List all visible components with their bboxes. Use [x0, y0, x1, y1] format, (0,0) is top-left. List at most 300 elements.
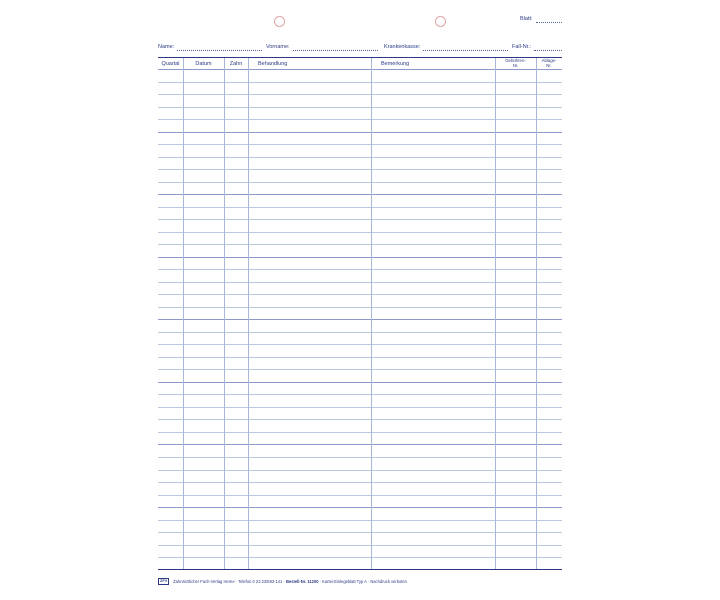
table-cell [536, 108, 562, 120]
table-cell [158, 195, 183, 207]
table-cell [158, 320, 183, 332]
table-cell [371, 420, 495, 432]
table-cell [224, 170, 248, 182]
table-row [158, 195, 562, 208]
table-cell [248, 420, 371, 432]
case-number-fill-line [534, 44, 562, 51]
table-cell [248, 220, 371, 232]
table-cell [536, 195, 562, 207]
table-cell [183, 183, 224, 195]
table-cell [248, 283, 371, 295]
footer-publisher: Zahnärztlicher Fach-Verlag Herne · Telefon 0 23 23/593-141 · [173, 578, 286, 584]
table-cell [224, 158, 248, 170]
table-cell [371, 70, 495, 82]
table-cell [371, 208, 495, 220]
table-cell [495, 483, 536, 495]
table-cell [224, 108, 248, 120]
column-header-label: Zahn [229, 60, 243, 67]
table-cell [371, 258, 495, 270]
table-cell [536, 383, 562, 395]
table-row [158, 220, 562, 233]
table-cell [158, 95, 183, 107]
table-cell [371, 333, 495, 345]
insurance-label: Krankenkasse: [384, 44, 421, 50]
table-cell [183, 483, 224, 495]
table-cell [158, 508, 183, 520]
table-cell [495, 120, 536, 132]
table-row [158, 483, 562, 496]
table-cell [536, 270, 562, 282]
table-cell [495, 345, 536, 357]
table-cell [248, 258, 371, 270]
table-cell [495, 445, 536, 457]
table-cell [536, 170, 562, 182]
table-cell [183, 458, 224, 470]
table-row [158, 145, 562, 158]
column-header-quartal [158, 58, 183, 69]
table-cell [248, 533, 371, 545]
first-name-field [266, 43, 378, 51]
table-cell [224, 420, 248, 432]
table-cell [248, 183, 371, 195]
table-cell [536, 471, 562, 483]
table-cell [495, 320, 536, 332]
column-header-label: Datum [195, 60, 212, 67]
table-cell [495, 83, 536, 95]
sheet-number-fill-line [536, 16, 562, 23]
table-cell [248, 120, 371, 132]
table-cell [495, 358, 536, 370]
table-cell [248, 270, 371, 282]
table-cell [224, 270, 248, 282]
table-cell [536, 208, 562, 220]
first-name-fill-line [293, 44, 378, 51]
table-cell [495, 508, 536, 520]
table-cell [183, 345, 224, 357]
table-cell [183, 533, 224, 545]
column-header-behandlung [248, 58, 371, 69]
table-cell [183, 370, 224, 382]
table-cell [248, 158, 371, 170]
table-cell [495, 546, 536, 558]
column-header-label-line2: Nr. [546, 62, 552, 68]
table-cell [495, 295, 536, 307]
table-cell [536, 458, 562, 470]
table-cell [248, 83, 371, 95]
sheet-number-field [520, 15, 562, 23]
table-cell [158, 258, 183, 270]
column-header-gebuehren-nr [495, 58, 536, 69]
table-cell [183, 233, 224, 245]
table-cell [536, 283, 562, 295]
table-cell [183, 83, 224, 95]
table-cell [536, 433, 562, 445]
table-cell [371, 120, 495, 132]
table-cell [536, 370, 562, 382]
table-cell [495, 183, 536, 195]
table-cell [183, 308, 224, 320]
table-cell [371, 533, 495, 545]
table-row [158, 445, 562, 458]
table-cell [158, 496, 183, 508]
column-header-label-line2: Nr. [512, 62, 519, 68]
table-cell [158, 445, 183, 457]
table-cell [495, 420, 536, 432]
table-header [158, 58, 562, 70]
table-cell [224, 496, 248, 508]
table-cell [224, 533, 248, 545]
table-cell [371, 320, 495, 332]
table-cell [158, 70, 183, 82]
table-cell [158, 283, 183, 295]
table-row [158, 95, 562, 108]
column-header-label-line1: Gebühren- [505, 57, 526, 63]
table-cell [183, 170, 224, 182]
table-cell [158, 308, 183, 320]
table-cell [248, 408, 371, 420]
table-cell [495, 558, 536, 570]
table-cell [248, 345, 371, 357]
table-cell [224, 295, 248, 307]
table-cell [158, 208, 183, 220]
table-cell [158, 558, 183, 570]
case-number-field [512, 43, 562, 51]
table-row [158, 558, 562, 570]
table-cell [495, 270, 536, 282]
table-row [158, 420, 562, 433]
column-header-label: Behandlung [258, 60, 288, 67]
table-cell [248, 333, 371, 345]
table-cell [158, 145, 183, 157]
table-cell [495, 433, 536, 445]
table-cell [536, 358, 562, 370]
table-cell [158, 395, 183, 407]
table-cell [536, 158, 562, 170]
table-cell [224, 70, 248, 82]
table-cell [371, 245, 495, 257]
table-cell [158, 220, 183, 232]
table-cell [371, 521, 495, 533]
table-cell [183, 158, 224, 170]
table-cell [371, 308, 495, 320]
table-cell [183, 70, 224, 82]
table-cell [536, 508, 562, 520]
table-cell [371, 195, 495, 207]
table-cell [183, 145, 224, 157]
table-cell [536, 133, 562, 145]
table-cell [248, 95, 371, 107]
table-cell [248, 295, 371, 307]
table-row [158, 308, 562, 321]
table-cell [536, 483, 562, 495]
table-cell [183, 333, 224, 345]
table-cell [158, 270, 183, 282]
column-header-ablage-nr [536, 58, 562, 69]
treatment-table [158, 57, 562, 570]
table-cell [224, 320, 248, 332]
table-cell [371, 483, 495, 495]
table-cell [536, 233, 562, 245]
table-row [158, 83, 562, 96]
table-row [158, 408, 562, 421]
punch-hole-left [274, 16, 285, 27]
table-cell [371, 558, 495, 570]
table-cell [536, 333, 562, 345]
table-cell [248, 496, 371, 508]
table-cell [158, 333, 183, 345]
table-cell [158, 533, 183, 545]
table-cell [248, 508, 371, 520]
table-cell [536, 345, 562, 357]
table-cell [183, 283, 224, 295]
table-cell [536, 420, 562, 432]
column-divider [495, 58, 496, 569]
table-cell [248, 483, 371, 495]
table-cell [371, 283, 495, 295]
table-row [158, 120, 562, 133]
table-cell [371, 358, 495, 370]
table-row [158, 283, 562, 296]
table-cell [248, 195, 371, 207]
table-row [158, 320, 562, 333]
name-field [158, 43, 262, 51]
table-cell [248, 358, 371, 370]
table-cell [248, 133, 371, 145]
table-cell [224, 195, 248, 207]
table-cell [248, 471, 371, 483]
table-cell [371, 345, 495, 357]
table-cell [183, 496, 224, 508]
table-row [158, 70, 562, 83]
table-cell [158, 133, 183, 145]
table-cell [183, 433, 224, 445]
table-row [158, 458, 562, 471]
column-header-label-line1: Ablage- [541, 57, 557, 63]
table-cell [224, 183, 248, 195]
table-cell [183, 508, 224, 520]
table-cell [224, 370, 248, 382]
table-cell [248, 320, 371, 332]
column-header-datum [183, 58, 224, 69]
table-cell [224, 395, 248, 407]
table-cell [183, 133, 224, 145]
table-cell [248, 208, 371, 220]
table-cell [371, 233, 495, 245]
table-row [158, 496, 562, 509]
table-body [158, 70, 562, 570]
table-cell [371, 496, 495, 508]
table-cell [183, 358, 224, 370]
column-header-zahn [224, 58, 248, 69]
table-row [158, 270, 562, 283]
table-cell [371, 458, 495, 470]
table-cell [495, 471, 536, 483]
table-cell [158, 83, 183, 95]
sheet-number-label: Blatt: [520, 16, 533, 22]
table-cell [158, 183, 183, 195]
table-cell [495, 258, 536, 270]
table-cell [224, 333, 248, 345]
table-cell [536, 445, 562, 457]
table-cell [371, 471, 495, 483]
table-cell [495, 383, 536, 395]
table-cell [536, 245, 562, 257]
column-divider [224, 58, 225, 569]
table-cell [371, 95, 495, 107]
table-cell [158, 408, 183, 420]
table-cell [183, 420, 224, 432]
table-cell [224, 220, 248, 232]
table-cell [183, 558, 224, 570]
table-cell [158, 458, 183, 470]
table-cell [495, 208, 536, 220]
table-cell [158, 483, 183, 495]
table-cell [183, 295, 224, 307]
table-cell [536, 120, 562, 132]
table-cell [248, 546, 371, 558]
table-cell [536, 95, 562, 107]
table-cell [224, 521, 248, 533]
table-cell [224, 245, 248, 257]
table-cell [495, 133, 536, 145]
table-cell [248, 458, 371, 470]
table-cell [371, 445, 495, 457]
table-row [158, 508, 562, 521]
table-cell [495, 95, 536, 107]
table-row [158, 345, 562, 358]
table-cell [248, 70, 371, 82]
table-cell [536, 70, 562, 82]
table-row [158, 546, 562, 559]
table-row [158, 170, 562, 183]
table-cell [158, 370, 183, 382]
table-cell [224, 345, 248, 357]
table-cell [158, 420, 183, 432]
table-cell [224, 308, 248, 320]
table-cell [536, 546, 562, 558]
table-cell [536, 295, 562, 307]
table-cell [495, 283, 536, 295]
table-cell [183, 521, 224, 533]
table-cell [158, 433, 183, 445]
table-cell [248, 108, 371, 120]
column-divider [183, 58, 184, 569]
column-divider [248, 58, 249, 569]
table-cell [158, 358, 183, 370]
table-row [158, 333, 562, 346]
table-cell [536, 308, 562, 320]
table-cell [495, 333, 536, 345]
table-cell [495, 408, 536, 420]
table-cell [158, 383, 183, 395]
table-cell [183, 258, 224, 270]
table-cell [371, 145, 495, 157]
first-name-label: Vorname: [266, 44, 290, 50]
column-header-label: Bemerkung [381, 60, 410, 67]
table-cell [248, 170, 371, 182]
table-cell [158, 108, 183, 120]
table-cell [371, 433, 495, 445]
table-cell [248, 233, 371, 245]
table-cell [371, 170, 495, 182]
table-cell [158, 471, 183, 483]
table-cell [224, 233, 248, 245]
table-cell [495, 521, 536, 533]
table-cell [495, 370, 536, 382]
table-cell [224, 208, 248, 220]
table-cell [371, 370, 495, 382]
table-cell [224, 358, 248, 370]
footer [158, 577, 407, 585]
table-cell [536, 220, 562, 232]
table-cell [183, 95, 224, 107]
table-cell [536, 533, 562, 545]
table-cell [371, 133, 495, 145]
name-fill-line [177, 44, 262, 51]
table-row [158, 233, 562, 246]
table-cell [224, 508, 248, 520]
table-cell [183, 383, 224, 395]
table-cell [183, 320, 224, 332]
table-row [158, 370, 562, 383]
table-cell [536, 83, 562, 95]
footer-order-number: Bestell-Nr. 11200 [285, 578, 319, 584]
table-cell [248, 370, 371, 382]
table-cell [536, 496, 562, 508]
table-cell [158, 295, 183, 307]
table-cell [224, 546, 248, 558]
table-cell [183, 208, 224, 220]
table-row [158, 521, 562, 534]
table-row [158, 183, 562, 196]
insurance-fill-line [423, 44, 508, 51]
table-row [158, 383, 562, 396]
table-cell [158, 546, 183, 558]
table-cell [495, 233, 536, 245]
column-divider [536, 58, 537, 569]
insurance-field [384, 43, 508, 51]
table-cell [371, 270, 495, 282]
table-cell [224, 433, 248, 445]
table-cell [495, 158, 536, 170]
table-row [158, 295, 562, 308]
table-cell [183, 408, 224, 420]
name-label: Name: [158, 44, 175, 50]
table-cell [495, 220, 536, 232]
table-cell [495, 195, 536, 207]
table-cell [158, 120, 183, 132]
table-cell [495, 533, 536, 545]
table-cell [495, 108, 536, 120]
table-cell [248, 445, 371, 457]
table-cell [248, 308, 371, 320]
footer-suffix: · Kartei-Einlegeblatt Typ A · Nachdruck verboten [318, 578, 407, 584]
table-cell [495, 395, 536, 407]
table-row [158, 108, 562, 121]
table-cell [224, 258, 248, 270]
table-row [158, 258, 562, 271]
table-cell [371, 295, 495, 307]
table-cell [495, 308, 536, 320]
table-cell [158, 345, 183, 357]
table-cell [495, 70, 536, 82]
column-divider [371, 58, 372, 569]
table-row [158, 245, 562, 258]
table-cell [183, 245, 224, 257]
table-cell [158, 521, 183, 533]
table-cell [224, 95, 248, 107]
table-cell [183, 471, 224, 483]
